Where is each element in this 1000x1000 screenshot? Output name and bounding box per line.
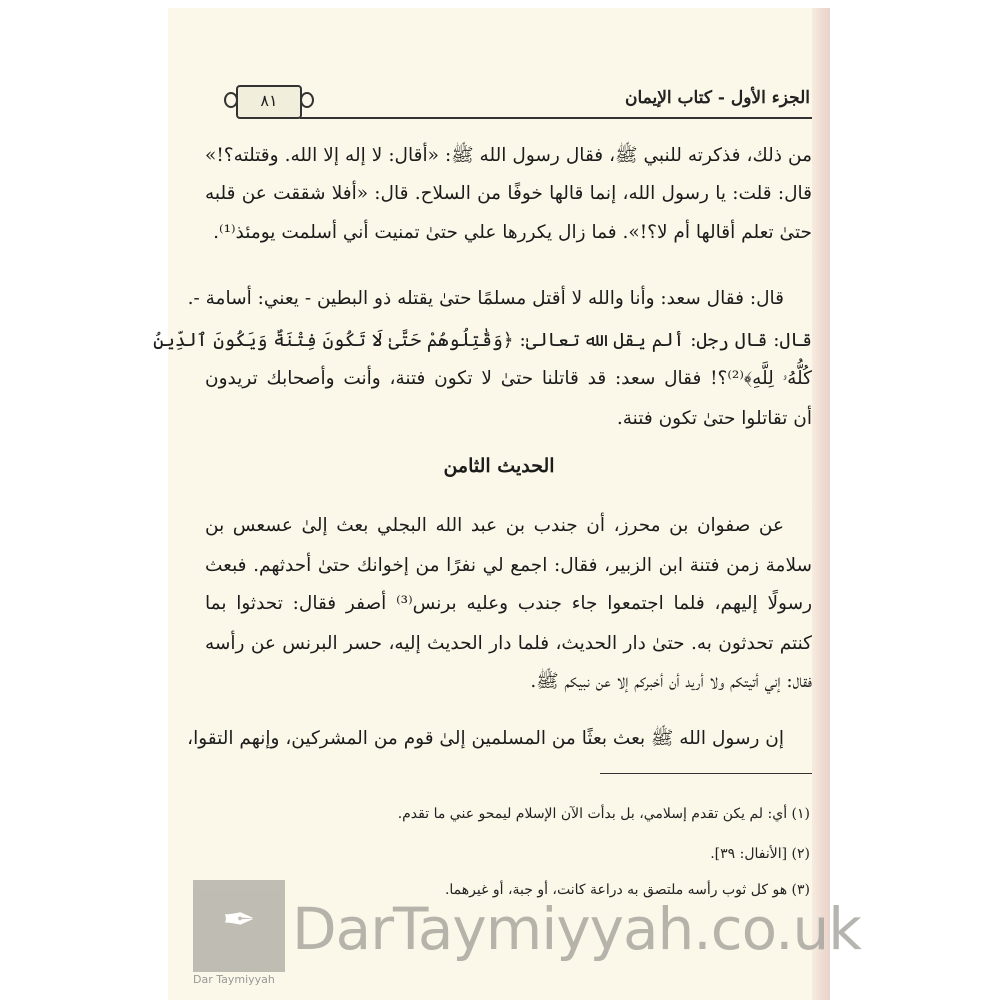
footnote: (٢) [الأنفال: ٣٩]. — [710, 846, 810, 862]
text-line: أن تقاتلوا حتىٰ تكون فتنة. — [616, 408, 812, 429]
footnote: (٣) هو كل ثوب رأسه ملتصق به دراعة كانت، أو جبة، أو غيرهما. — [444, 882, 810, 898]
watermark-logo-caption: Dar Taymiyyah — [193, 973, 275, 986]
scroll-ornament-right — [300, 92, 314, 108]
text-line: قال: قال رجل: ألم يقل الله تعالىٰ: ﴿وَقَٰتِلُوهُمْ حَتَّىٰ لَا تَكُونَ فِتْنَةٌ وَيَكُونَ ٱلدِّينُ — [153, 330, 812, 351]
text-line: قال: قلت: يا رسول الله، إنما قالها خوفًا من السلاح. قال: «أفلا شققت عن قلبه — [205, 183, 812, 204]
watermark-url: DarTaymiyyah.co.uk — [292, 895, 861, 963]
header-rule — [300, 117, 812, 119]
page-edge-shadow — [812, 8, 830, 1000]
section-heading: الحديث الثامن — [443, 455, 555, 477]
watermark-logo: ✒ — [193, 880, 285, 972]
text-line: كُلُّهُۥ لِلَّهِ﴾⁽²⁾؟! فقال سعد: قد قاتلنا حتىٰ لا تكون فتنة، وأنت وأصحابك تريدون — [205, 368, 812, 389]
footnote: (١) أي: لم يكن تقدم إسلامي، بل بدأت الآن الإسلام ليمحو عني ما تقدم. — [397, 806, 810, 822]
text-line: رسولًا إليهم، فلما اجتمعوا جاء جندب وعليه برنس⁽³⁾ أصفر فقال: تحدثوا بما — [205, 593, 812, 614]
running-header-title: الجزء الأول - كتاب الإيمان — [624, 88, 810, 108]
text-line: قال: فقال سعد: وأنا والله لا أقتل مسلمًا حتىٰ يقتله ذو البطين - يعني: أسامة -. — [187, 288, 784, 309]
footnote-separator — [600, 773, 812, 774]
text-line: فقال: إني أتيتكم ولا أريد أن أخبركم إلا عن نبيكم ﷺ. — [530, 671, 812, 692]
text-line: من ذلك، فذكرته للنبي ﷺ، فقال رسول الله ﷺ: «أقال: لا إله إلا الله. وقتلته؟!» — [205, 145, 812, 166]
text-line: إن رسول الله ﷺ بعث بعثًا من المسلمين إلىٰ قوم من المشركين، وإنهم التقوا، — [187, 728, 784, 749]
text-line: سلامة زمن فتنة ابن الزبير، فقال: اجمع لي نفرًا من إخوانك حتىٰ أحدثهم. فبعث — [205, 555, 812, 576]
page-number: ٨١ — [236, 85, 302, 119]
text-line: حتىٰ تعلم أقالها أم لا؟!». فما زال يكررها علي حتىٰ تمنيت أني أسلمت يومئذ⁽¹⁾. — [213, 222, 812, 243]
text-line: كنتم تحدثون به. حتىٰ دار الحديث، فلما دار الحديث إليه، حسر البرنس عن رأسه — [205, 633, 812, 654]
text-line: عن صفوان بن محرز، أن جندب بن عبد الله البجلي بعث إلىٰ عسعس بن — [205, 515, 784, 536]
